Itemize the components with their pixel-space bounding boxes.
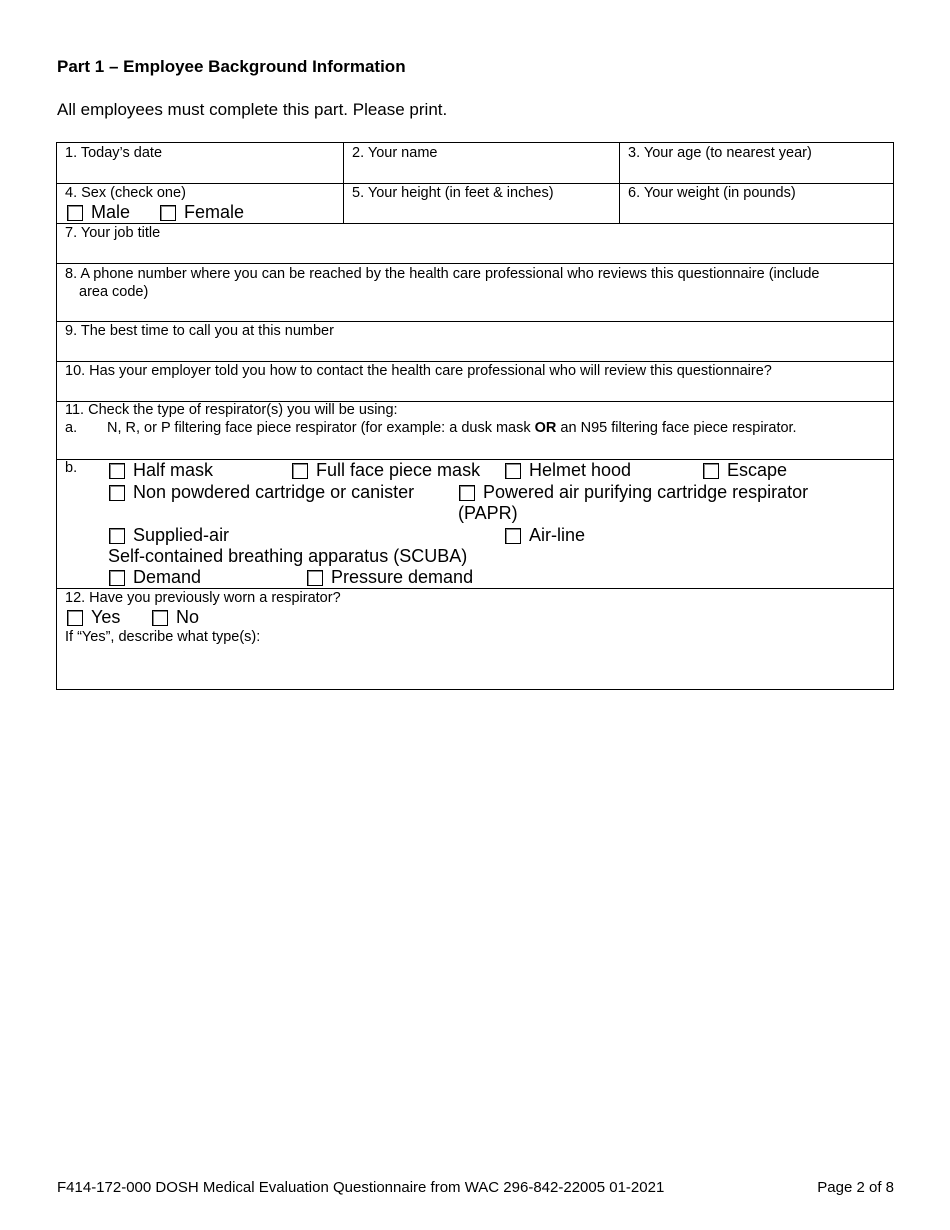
no-label: No [176,607,200,627]
weight-label: 6. Your weight (in pounds) [628,185,796,201]
yes-checkbox[interactable] [67,610,83,626]
height-label: 5. Your height (in feet & inches) [352,185,554,201]
form-id: F414-172-000 DOSH Medical Evaluation Questionnaire from WAC 296-842-22005 01-2021 [57,1179,665,1196]
best-time-field[interactable] [57,322,893,362]
employer-contact-field[interactable] [57,362,893,402]
respirator-type-b [57,460,893,589]
instructions: All employees must complete this part. Please print. [57,100,448,119]
best-time-label: 9. The best time to call you at this number [65,323,334,339]
male-label: Male [91,202,131,222]
row-date-name-age [57,143,893,184]
phone-label-line1: 8. A phone number where you can be reached by the health care professional who reviews this questionnaire (include [65,266,820,282]
age-label: 3. Your age (to nearest year) [628,145,812,161]
helmet-hood-label: Helmet hood [529,460,632,480]
height-field[interactable] [343,184,620,223]
full-face-checkbox[interactable] [292,463,308,479]
female-label: Female [184,202,245,222]
describe-type-label: If “Yes”, describe what type(s): [65,629,261,645]
page-title: Part 1 – Employee Background Information [57,57,406,76]
sex-label: 4. Sex (check one) [65,185,186,201]
air-line-checkbox[interactable] [505,528,521,544]
name-field[interactable] [343,143,620,183]
supplied-air-label: Supplied-air [133,525,230,545]
sex-cell [57,184,344,223]
air-line-label: Air-line [529,525,586,545]
yes-label: Yes [91,607,121,627]
item-a-text-before: N, R, or P filtering face piece respirator (for example: a dusk mask [107,420,535,436]
no-checkbox[interactable] [152,610,168,626]
escape-label: Escape [727,460,788,480]
name-label: 2. Your name [352,145,438,161]
item-a-text [107,420,797,436]
escape-checkbox[interactable] [703,463,719,479]
weight-field[interactable] [619,184,893,223]
item-b-marker: b. [65,460,78,476]
todays-date-field[interactable] [57,143,344,183]
phone-label-line2: area code) [79,284,149,300]
helmet-hood-checkbox[interactable] [505,463,521,479]
demand-checkbox[interactable] [109,570,125,586]
half-mask-checkbox[interactable] [109,463,125,479]
item-a-marker: a. [65,420,78,436]
phone-field[interactable] [57,264,893,322]
supplied-air-checkbox[interactable] [109,528,125,544]
scuba-label: Self-contained breathing apparatus (SCUBA) [108,546,468,566]
respirator-type-a [57,402,893,460]
employer-contact-label: 10. Has your employer told you how to contact the health care professional who will review this questionnaire? [65,363,772,379]
papr-checkbox[interactable] [459,485,475,501]
previous-respirator-label: 12. Have you previously worn a respirator? [65,590,341,606]
papr-label-line2: (PAPR) [458,503,518,523]
non-powdered-checkbox[interactable] [109,485,125,501]
male-checkbox[interactable] [67,205,83,221]
pressure-demand-checkbox[interactable] [307,570,323,586]
job-title-label: 7. Your job title [65,225,161,241]
pressure-demand-label: Pressure demand [331,567,474,587]
female-checkbox[interactable] [160,205,176,221]
item-a-text-after: an N95 filtering face piece respirator. [556,420,797,436]
row-sex-height-weight [57,184,893,224]
page-number: Page 2 of 8 [817,1179,894,1196]
full-face-label: Full face piece mask [316,460,481,480]
papr-label-line1: Powered air purifying cartridge respirator [483,482,809,502]
non-powdered-label: Non powdered cartridge or canister [133,482,415,502]
previous-respirator [57,589,893,689]
respirator-type-label: 11. Check the type of respirator(s) you will be using: [65,402,398,418]
todays-date-label: 1. Today’s date [65,145,163,161]
half-mask-label: Half mask [133,460,214,480]
item-a-text-bold: OR [534,420,557,436]
demand-label: Demand [133,567,202,587]
background-form [56,142,894,690]
age-field[interactable] [619,143,893,183]
job-title-field[interactable] [57,224,893,264]
